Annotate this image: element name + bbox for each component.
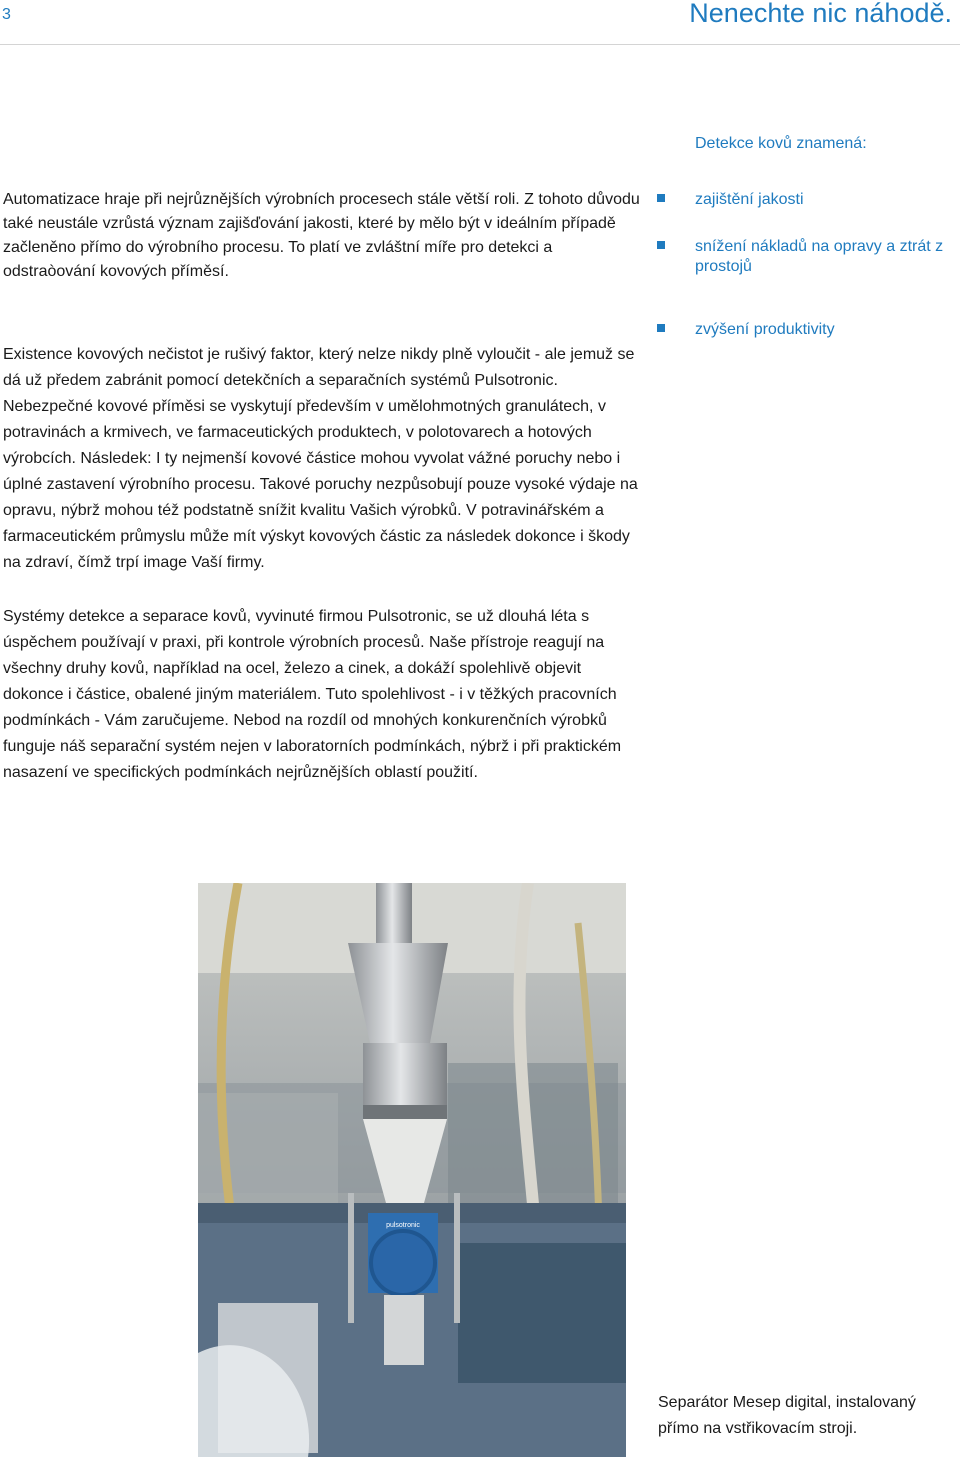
bullet-label: zvýšení produktivity (695, 321, 835, 338)
sidebar-heading: Detekce kovů znamená: (695, 135, 867, 152)
page-number: 3 (2, 6, 11, 23)
device-label: pulsotronic (386, 1222, 420, 1229)
header-divider (0, 44, 960, 45)
bullet-label: zajištění jakosti (695, 191, 804, 208)
photo-caption: Separátor Mesep digital, instalovaný přímo na vstřikovacím stroji. (658, 1394, 916, 1437)
square-bullet-icon (657, 241, 665, 249)
intro-paragraph: Automatizace hraje při nejrůznějších výrobních procesech stále větší roli. Z tohoto důvodu také neustále vzrůstá význam zajišďování jakosti, které by mělo být v ideálním případě začleněno přímo do výrobního procesu. To platí ve zvláštní míře pro detekci a odstraòování kovových příměsí. (3, 191, 640, 280)
contamination-paragraph: Existence kovových nečistot je rušivý faktor, který nelze nikdy plně vyloučit - ale jemuž se dá už předem zabránit pomocí detekčních a separačních systémů Pulsotronic. Nebezpečné kovové příměsi se vyskytují především v umělohmotných granulátech, v potravinách a krmivech, ve farmaceutických produktech, v polotovarech a hotových výrobcích. Následek: I ty nejmenší kovové částice mohou vyvolat vážné poruchy nebo i úplné zastavení výrobního procesu. Takové poruchy nezpůsobují pouze vysoké výdaje na opravu, nýbrž mohou též podstatně snížit kvalitu Vašich výrobků. V potravinářském a farmaceutickém průmyslu může mít výskyt kovových částic za následek dokonce i škody na zdraví, čímž trpí image Vaší firmy. (3, 346, 638, 571)
square-bullet-icon (657, 324, 665, 332)
page-title: Nenechte nic náhodě. (689, 0, 952, 28)
systems-paragraph: Systémy detekce a separace kovů, vyvinuté firmou Pulsotronic, se už dlouhá léta s úspěchem používají v praxi, při kontrole výrobních procesů. Naše přístroje reagují na všechny druhy kovů, například na ocel, železo a cinek, a dokáží spolehlivě objevit dokonce i částice, obalené jiným materiálem. Tuto spolehlivost - i v těžkých pracovních podmínkách - Vám zaručujeme. Nebod na rozdíl od mnohých konkurenčních výrobků funguje náš separační systém nejen v laboratorních podmínkách, nýbrž i při praktickém nasazení ve specifických podmínkách nejrůznějších oblastí použití. (3, 608, 622, 781)
separator-photo (198, 883, 626, 1457)
bullet-label: snížení nákladů na opravy a ztrát z prostojů (695, 238, 944, 275)
square-bullet-icon (657, 194, 665, 202)
